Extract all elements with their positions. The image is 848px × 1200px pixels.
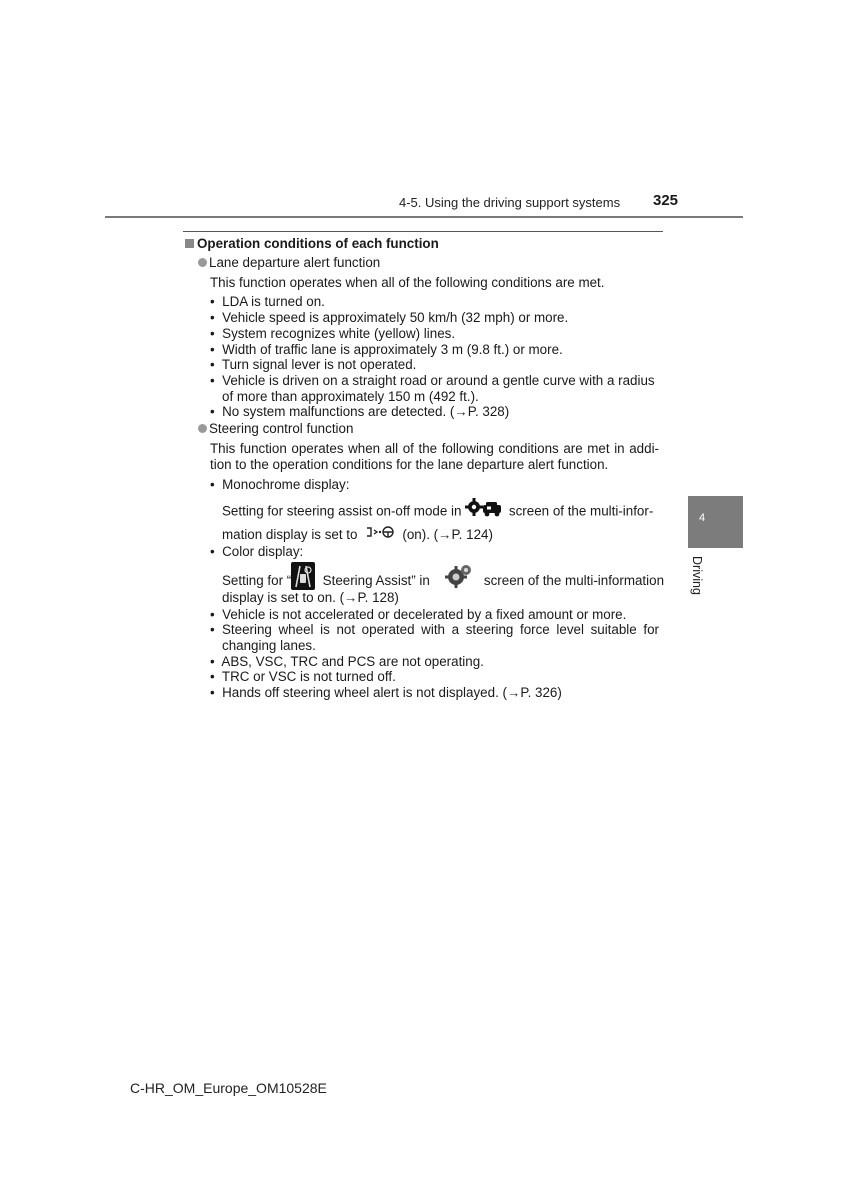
document-code: C-HR_OM_Europe_OM10528E [130, 1080, 327, 1096]
settings-gear-icon [445, 563, 473, 600]
color-setting-line1: Setting for “ Steering Assist” in screen of the multi-information [222, 562, 664, 592]
list-item: • No system malfunctions are detected. (→P. 328) [210, 404, 510, 419]
list-item: • Width of traffic lane is approximately 3 m (9.8 ft.) or more. [210, 342, 563, 357]
steering-intro-line2: tion to the operation conditions for the lane departure alert function. [210, 457, 609, 472]
list-item: • System recognizes white (yellow) lines. [210, 326, 456, 341]
list-item: • TRC or VSC is not turned off. [210, 669, 396, 684]
mono-setting-line1: Setting for steering assist on-off mode in screen of the multi-infor- [222, 498, 653, 522]
list-item: • Turn signal lever is not operated. [210, 357, 417, 372]
page-number: 325 [653, 192, 679, 209]
list-item: • Vehicle is not accelerated or decelerated by a fixed amount or more. [210, 607, 627, 622]
steering-title: Steering control function [198, 421, 353, 436]
steering-intro-line1: This function operates when all of the following conditions are met in addi- [210, 441, 659, 456]
lda-title: Lane departure alert function [198, 255, 380, 270]
list-item: • LDA is turned on. [210, 294, 325, 309]
list-item: • Monochrome display: [210, 477, 350, 492]
list-item: • [210, 622, 215, 637]
list-item: • Color display: [210, 544, 304, 559]
circle-bullet-icon [198, 424, 207, 433]
chapter-tab [688, 496, 743, 548]
color-setting-line2: display is set to on. (→P. 128) [222, 590, 399, 605]
list-item-continuation: of more than approximately 150 m (492 ft.). [222, 389, 479, 404]
list-item: • ABS, VSC, TRC and PCS are not operating. [210, 654, 484, 669]
header-section-title: 4-5. Using the driving support systems [399, 195, 621, 210]
mono-setting-line2: mation display is set to (on). (→P. 124) [222, 525, 493, 545]
content-divider [183, 231, 663, 232]
steering-assist-on-icon [365, 525, 395, 545]
chapter-label: Driving [690, 556, 704, 595]
list-item-text: Steering wheel is not operated with a steering force level suitable for [222, 622, 659, 637]
lda-intro: This function operates when all of the following conditions are met. [210, 275, 605, 290]
list-item: • Vehicle is driven on a straight road or around a gentle curve with a radius [210, 373, 655, 388]
vehicle-settings-icon [465, 498, 505, 526]
square-bullet-icon [185, 239, 194, 248]
header-divider [105, 216, 743, 218]
list-item: • Hands off steering wheel alert is not displayed. (→P. 326) [210, 685, 562, 700]
circle-bullet-icon [198, 258, 207, 267]
chapter-number: 4 [699, 512, 706, 524]
list-item-continuation: changing lanes. [222, 638, 316, 653]
section-heading: Operation conditions of each function [185, 236, 439, 251]
list-item: • Vehicle speed is approximately 50 km/h (32 mph) or more. [210, 310, 569, 325]
